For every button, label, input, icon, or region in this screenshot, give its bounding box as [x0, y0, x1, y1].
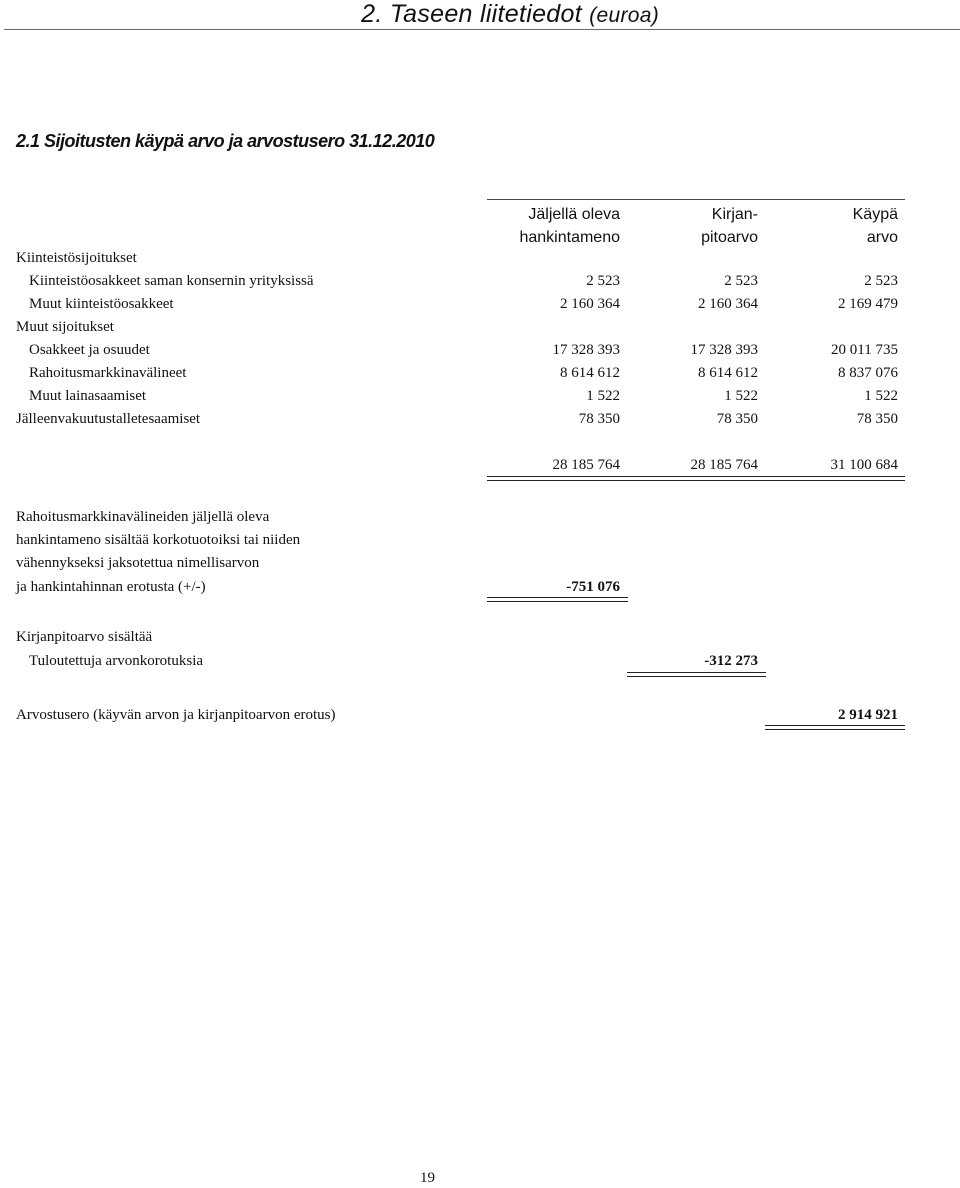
- row-label: Rahoitusmarkkinavälineet: [29, 365, 187, 381]
- book-value-item-label: Tuloutettuja arvonkorotuksia: [29, 653, 204, 669]
- section-title: 2.1 Sijoitusten käypä arvo ja arvostusero 31.12.2010: [16, 131, 435, 151]
- value-remaining-cost: 1 522: [586, 388, 620, 404]
- page-number: 19: [420, 1170, 435, 1186]
- table-row: [0, 407, 960, 431]
- table-row: [0, 361, 960, 385]
- column-header-remaining-cost: [519, 203, 620, 249]
- value-book-value: 8 614 612: [698, 365, 758, 381]
- table-row: [0, 269, 960, 293]
- note-line: ja hankintahinnan erotusta (+/-): [16, 579, 206, 595]
- value-book-value: 2 160 364: [698, 296, 758, 312]
- row-label: Muut sijoitukset: [16, 319, 114, 335]
- row-label: Osakkeet ja osuudet: [29, 342, 150, 358]
- value-book-value: 1 522: [724, 388, 758, 404]
- column-header-line: Käypä: [852, 206, 898, 223]
- value-fair-value: 2 523: [864, 273, 898, 289]
- value-fair-value: 78 350: [856, 411, 898, 427]
- book-value-note-title: Kirjanpitoarvo sisältää: [16, 629, 153, 645]
- value-remaining-cost: 2 160 364: [560, 296, 620, 312]
- table-total-row: [0, 453, 960, 477]
- value-book-value: 78 350: [716, 411, 758, 427]
- table-row-group-heading: [0, 246, 960, 270]
- column-header-line: hankintameno: [519, 229, 620, 246]
- note-line: vähennykseksi jaksotettua nimellisarvon: [16, 555, 260, 571]
- table-row: [0, 384, 960, 408]
- value-remaining-cost: 8 614 612: [560, 365, 620, 381]
- row-label: Kiinteistöosakkeet saman konsernin yrityksissä: [29, 273, 314, 289]
- table-row-group-heading: [0, 315, 960, 339]
- column-header-fair-value: [853, 203, 898, 249]
- total-remaining-cost: 28 185 764: [552, 457, 620, 473]
- row-label: Jälleenvakuutustalletesaamiset: [16, 411, 201, 427]
- row-label: Muut kiinteistöosakkeet: [29, 296, 174, 312]
- page-title: [361, 0, 659, 29]
- page-title-unit: (euroa): [589, 4, 659, 27]
- value-remaining-cost: 2 523: [586, 273, 620, 289]
- column-header-line: arvo: [866, 229, 898, 246]
- financial-difference-row: [0, 575, 960, 599]
- column-header-line: Kirjan-: [711, 206, 758, 223]
- table-header-rule: [487, 199, 905, 200]
- financial-difference-value: -751 076: [566, 579, 620, 595]
- value-fair-value: 20 011 735: [831, 342, 898, 358]
- page-title-text: 2. Taseen liitetiedot: [361, 0, 582, 28]
- valuation-difference-double-underline: [765, 725, 905, 730]
- row-label: Muut lainasaamiset: [29, 388, 147, 404]
- value-remaining-cost: 17 328 393: [552, 342, 620, 358]
- book-value-row: [0, 649, 960, 673]
- table-row: [0, 338, 960, 362]
- total-book-value: 28 185 764: [690, 457, 758, 473]
- row-label: Kiinteistösijoitukset: [16, 250, 137, 266]
- totals-double-underline: [487, 476, 905, 481]
- book-value-double-underline: [627, 672, 766, 677]
- value-fair-value: 1 522: [864, 388, 898, 404]
- financial-difference-double-underline: [487, 597, 628, 602]
- book-value-item-value: -312 273: [704, 653, 758, 669]
- valuation-difference-value: 2 914 921: [838, 707, 898, 723]
- page-header: [4, 0, 960, 30]
- note-line: Rahoitusmarkkinavälineiden jäljellä oleva: [16, 509, 270, 525]
- valuation-difference-label: Arvostusero (käyvän arvon ja kirjanpitoarvon erotus): [16, 707, 336, 723]
- valuation-difference-row: [0, 703, 960, 727]
- value-fair-value: 2 169 479: [838, 296, 898, 312]
- value-remaining-cost: 78 350: [578, 411, 620, 427]
- column-header-line: pitoarvo: [701, 229, 758, 246]
- value-fair-value: 8 837 076: [838, 365, 898, 381]
- column-header-book-value: [701, 203, 758, 249]
- value-book-value: 2 523: [724, 273, 758, 289]
- note-line: hankintameno sisältää korkotuotoiksi tai niiden: [16, 532, 301, 548]
- value-book-value: 17 328 393: [690, 342, 758, 358]
- table-row: [0, 292, 960, 316]
- column-header-line: Jäljellä oleva: [528, 206, 620, 223]
- total-fair-value: 31 100 684: [830, 457, 898, 473]
